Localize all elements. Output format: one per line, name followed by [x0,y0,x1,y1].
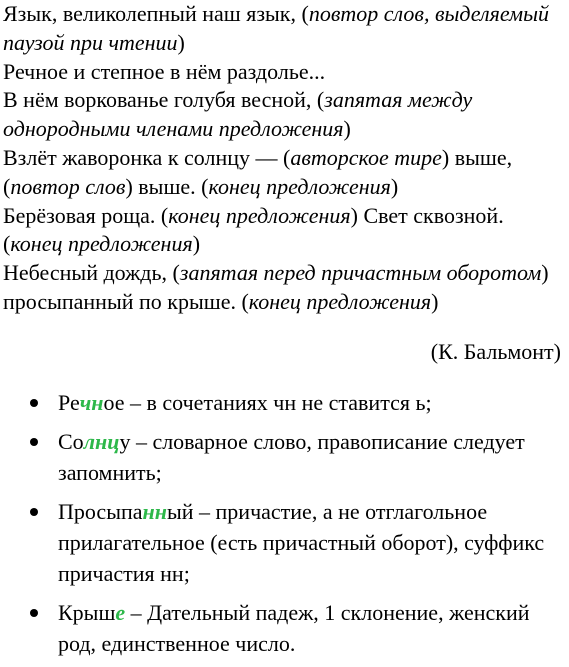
punctuation-note: повтор слов, выделяемый [308,1,549,26]
punctuation-note: запятая перед причастным оборотом [179,260,542,286]
punctuation-note: конец предложения [208,173,391,199]
bullet-icon [30,399,38,407]
poem-line [3,230,565,259]
note-explanation: – Дательный падеж, 1 склонение, женский род, единственное число. [58,600,530,656]
punctuation-note: запятая между [324,87,473,113]
poem-text: ( [3,231,11,257]
poem-line [3,288,565,317]
poem-text: ) [343,116,351,142]
word-prefix: Со [58,429,84,454]
poem-text: Язык, великолепный наш язык, ( [3,1,309,26]
poem-text: ) выше, [441,144,513,170]
word-prefix: Ре [58,390,80,415]
poem [3,0,565,317]
poem-text: ) выше. ( [125,173,209,199]
punctuation-note: конец предложения [248,288,432,314]
poem-text: Речное и степное в нём раздолье... [3,58,326,84]
word-suffix: ый [166,499,194,524]
poem-text: ) [390,173,399,199]
bullet-icon [30,609,38,617]
note-explanation: – в сочетаниях чн не ставится ь; [124,390,432,415]
poem-text: ) [177,29,185,55]
word-suffix: у [119,429,131,454]
poem-line [3,202,565,231]
punctuation-note: конец предложения [10,231,193,257]
bullet-icon [30,508,38,516]
note-explanation: – причастие, а не отглагольное прилагательное (есть причастный оборот), суффикс причастия нн; [58,499,545,586]
poem-text: ) Свет сквозной. [350,202,504,228]
poem-text: ) [431,288,439,314]
note-explanation: – словарное слово, правописание следует запомнить; [58,429,525,485]
poem-text: В нём воркованье голубя весной, ( [3,87,325,113]
poem-text: ) [192,231,201,257]
bullet-icon [30,438,38,446]
punctuation-note: однородными членами предложения [3,116,344,142]
poem-text: Взлёт жаворонка к солнцу — ( [3,144,291,170]
note-item [0,496,569,589]
word-prefix: Просыпа [58,499,143,524]
poem-line [3,144,565,173]
punctuation-note: авторское тире [290,144,442,170]
word-prefix: Крыш [58,600,116,625]
note-item [0,426,569,488]
spelling-notes-list [0,387,569,667]
poem-line [3,29,565,58]
poem-text: ( [3,173,11,199]
highlighted-letters: нн [142,499,167,524]
note-item [0,597,569,659]
poem-text: Берёзовая роща. ( [3,202,169,228]
poem-line [3,173,565,202]
punctuation-note: конец предложения [168,202,351,228]
poem-text: Небесный дождь, ( [3,260,180,286]
poem-line [3,259,565,288]
highlighted-letters: лнц [83,429,120,454]
note-item [0,387,569,418]
poem-text: ) [541,260,549,286]
word-suffix: ое [103,390,125,415]
poem-line [3,58,565,87]
poem-author: (К. Бальмонт) [430,339,561,364]
punctuation-note: паузой при чтении [3,29,178,55]
poem-text: просыпанный по крыше. ( [3,288,249,314]
highlighted-letters: чн [79,390,104,415]
poem-line [3,0,565,29]
poem-line [3,86,565,115]
poem-line [3,115,565,144]
highlighted-letters: е [115,600,126,625]
punctuation-note: повтор слов [10,173,126,199]
